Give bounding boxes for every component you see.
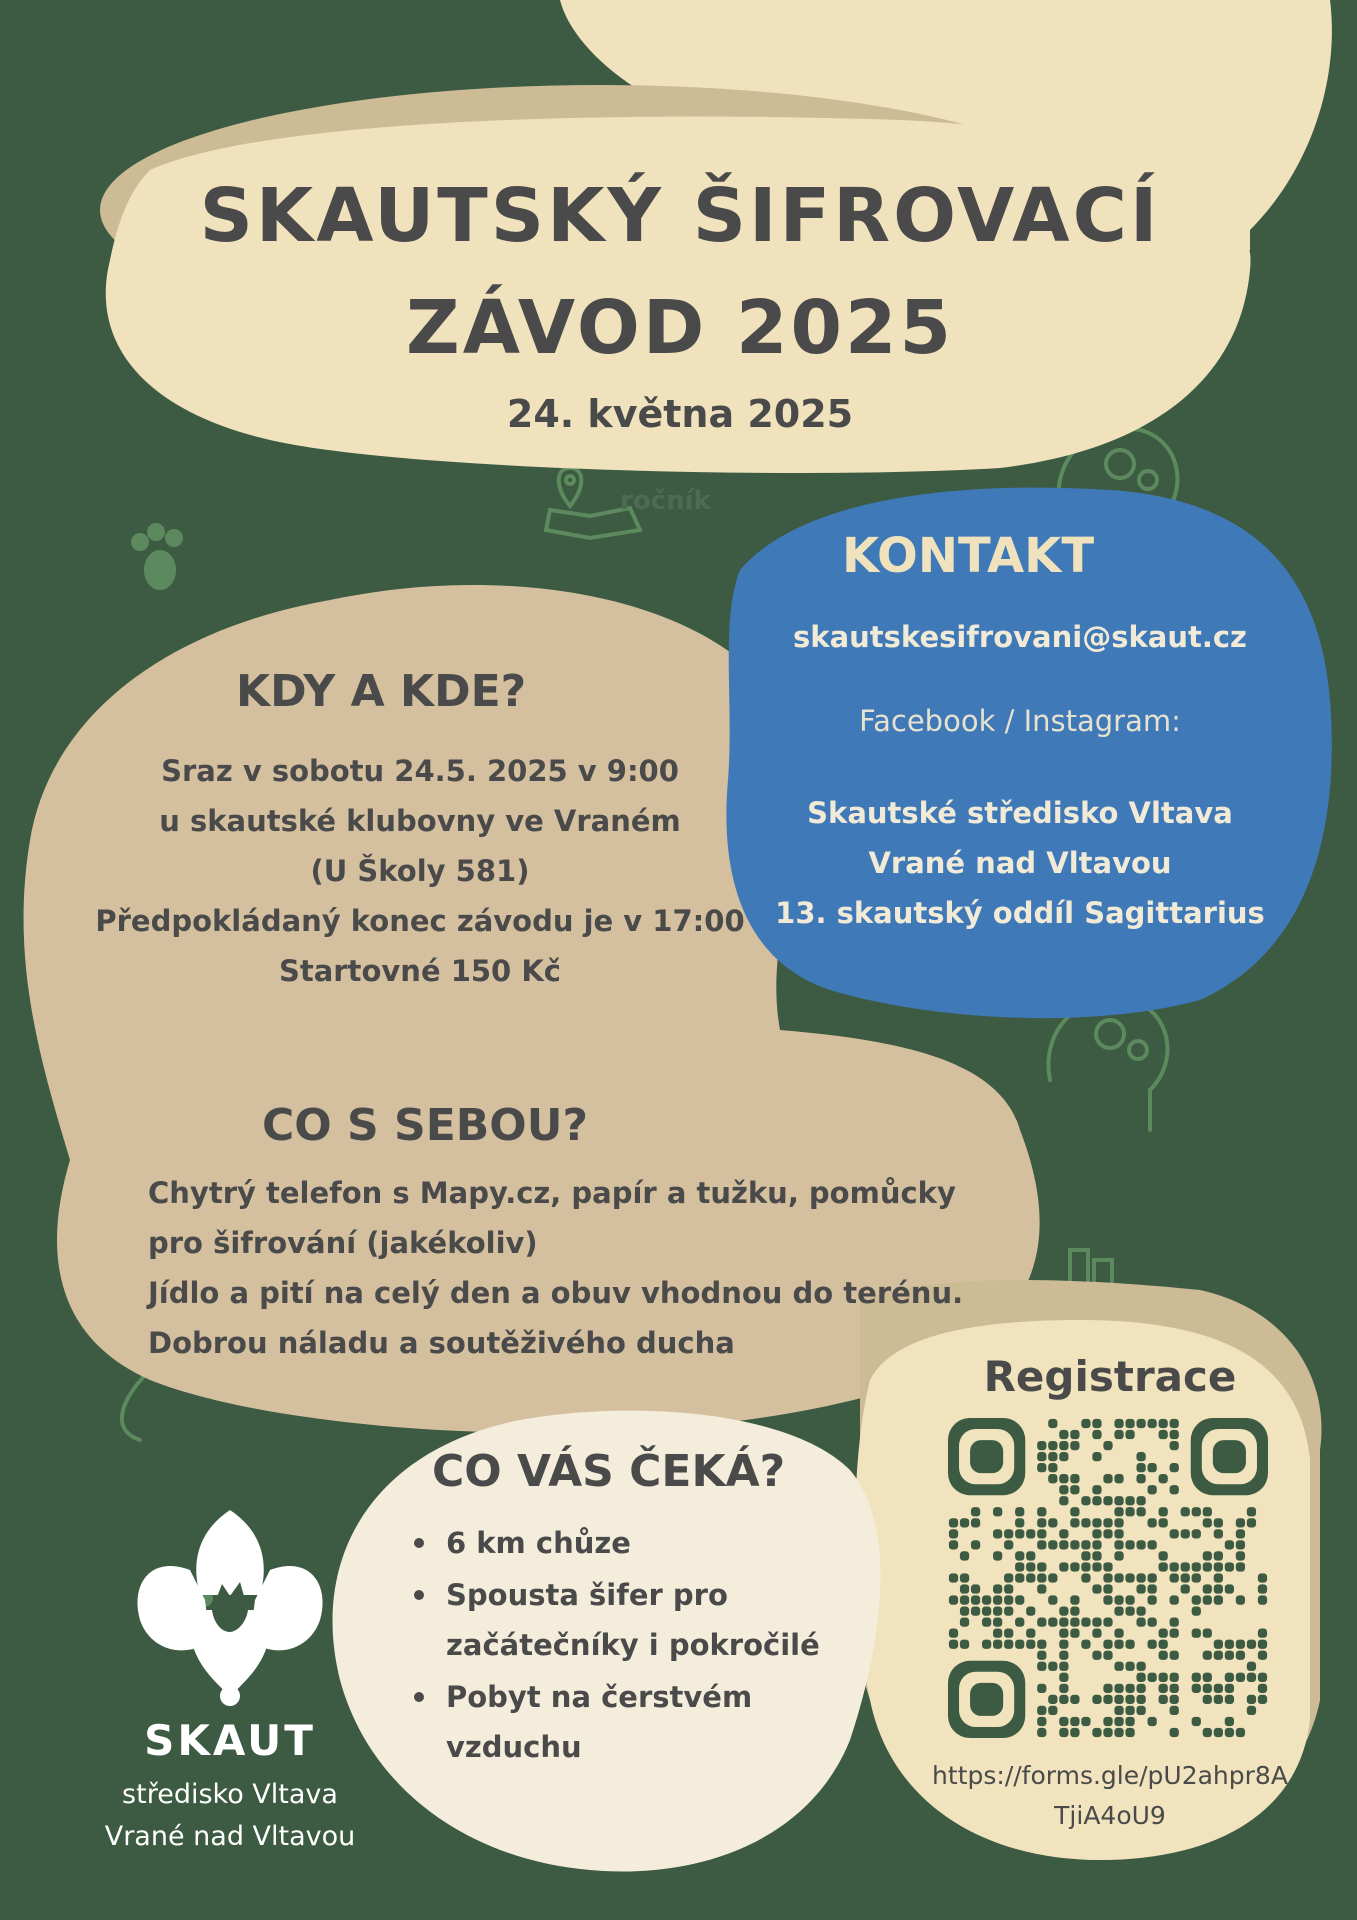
kontakt-heading: KONTAKT bbox=[842, 528, 1095, 584]
title-line-1: SKAUTSKÝ ŠIFROVACÍ bbox=[199, 173, 1161, 259]
logo-word: SKAUT bbox=[144, 1716, 316, 1765]
co-vas-ceka-heading: CO VÁS ČEKÁ? bbox=[432, 1446, 786, 1497]
kdy-line: Sraz v sobotu 24.5. 2025 v 9:00 bbox=[161, 754, 679, 788]
logo-sub-line: Vrané nad Vltavou bbox=[104, 1821, 356, 1852]
co-s-sebou-heading: CO S SEBOU? bbox=[262, 1100, 588, 1151]
logo-sub-line: středisko Vltava bbox=[122, 1779, 338, 1810]
list-item: Pobyt na čerstvém vzduchu bbox=[410, 1672, 830, 1772]
org-line: 13. skautský oddíl Sagittarius bbox=[775, 896, 1265, 930]
event-date: 24. května 2025 bbox=[506, 392, 854, 436]
contact-email[interactable]: skautskesifrovani@skaut.cz bbox=[793, 620, 1247, 654]
org-line: Skautské středisko Vltava bbox=[807, 796, 1233, 830]
kdy-line: u skautské klubovny ve Vraném bbox=[159, 804, 681, 838]
registration-link[interactable]: https://forms.gle/pU2ahpr8ATjiA4oU9 bbox=[932, 1761, 1288, 1830]
registrace-heading: Registrace bbox=[983, 1352, 1237, 1401]
co-vas-ceka-list bbox=[410, 1518, 830, 1774]
social-label: Facebook / Instagram: bbox=[859, 704, 1181, 738]
co-line: Jídlo a pití na celý den a obuv vhodnou do terénu. bbox=[148, 1276, 964, 1310]
organization-block bbox=[740, 788, 1300, 938]
org-line: Vrané nad Vltavou bbox=[868, 846, 1172, 880]
list-item: 6 km chůze bbox=[410, 1518, 830, 1568]
kdy-line: Předpokládaný konec závodu je v 17:00 bbox=[95, 904, 745, 938]
scout-lily-logo bbox=[130, 1500, 330, 1710]
kdy-line: (U Školy 581) bbox=[310, 854, 530, 888]
page-title bbox=[140, 160, 1220, 384]
co-line: pro šifrování (jakékoliv) bbox=[148, 1226, 538, 1260]
qr-code-icon[interactable] bbox=[948, 1418, 1268, 1738]
kdy-line: Startovné 150 Kč bbox=[278, 954, 561, 988]
kdy-heading: KDY A KDE? bbox=[236, 666, 527, 717]
list-item: Spousta šifer pro začátečníky i pokročilé bbox=[410, 1570, 830, 1670]
kdy-details bbox=[90, 746, 750, 996]
logo-subtitle bbox=[70, 1774, 390, 1858]
co-line: Chytrý telefon s Mapy.cz, papír a tužku, pomůcky bbox=[148, 1176, 956, 1210]
faint-label: ročník bbox=[620, 486, 711, 516]
co-s-sebou-details bbox=[148, 1168, 978, 1368]
co-line: Dobrou náladu a soutěživého ducha bbox=[148, 1326, 735, 1360]
title-line-2: ZÁVOD 2025 bbox=[406, 285, 954, 371]
